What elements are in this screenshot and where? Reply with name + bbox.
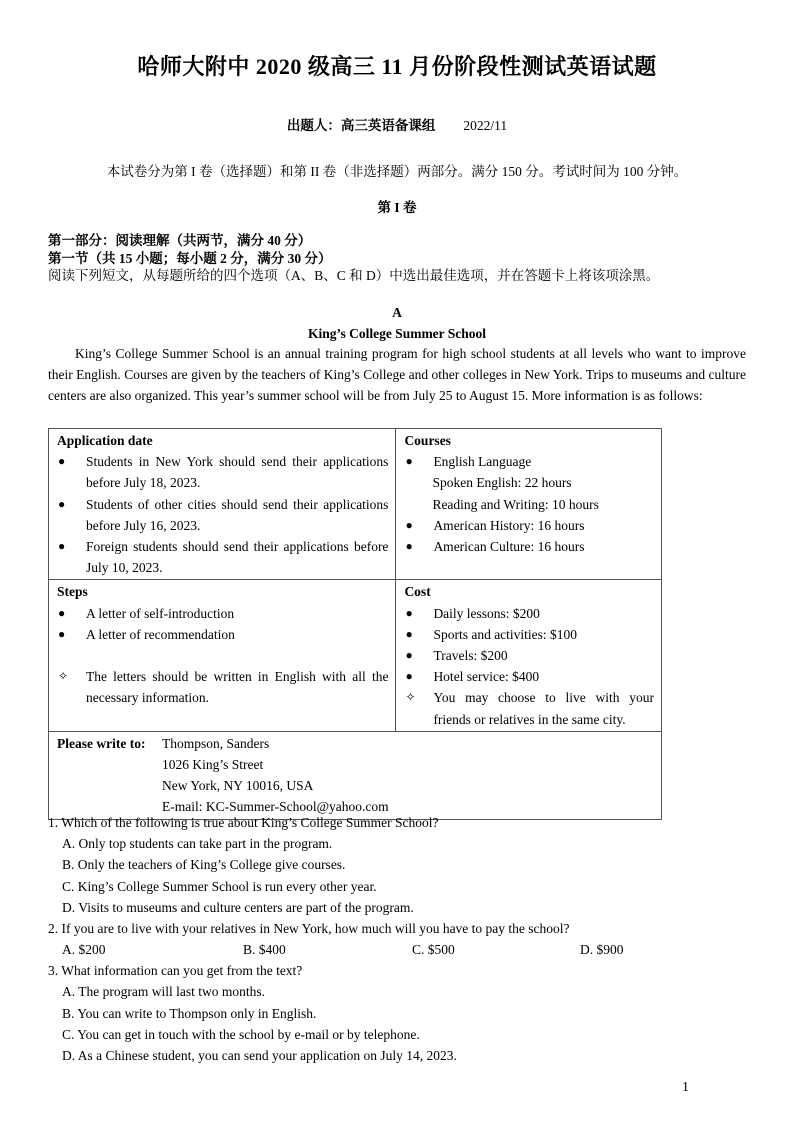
bullet-icon: ●	[405, 669, 413, 684]
application-item: Students in New York should send their applications before July 18, 2023.	[86, 454, 389, 491]
course-item: American History: 16 hours	[433, 517, 585, 533]
address-line: New York, NY 10016, USA	[162, 778, 314, 794]
course-subitem: Spoken English: 22 hours	[432, 475, 572, 491]
option: A. The program will last two months.	[62, 984, 265, 1000]
bullet-icon: ●	[405, 517, 413, 532]
cost-item: Hotel service: $400	[433, 669, 540, 685]
bullet-icon: ●	[405, 648, 413, 663]
part-heading: 第一部分：阅读理解（共两节，满分 40 分）	[48, 233, 312, 248]
cost-header: Cost	[404, 584, 431, 600]
cost-item: Sports and activities: $100	[433, 626, 578, 642]
option: C. You can get in touch with the school by e-mail or by telephone.	[62, 1026, 420, 1042]
step-item: A letter of self-introduction	[86, 605, 235, 621]
courses-cell	[396, 429, 662, 580]
option: C. $500	[412, 942, 455, 958]
author-label: 出题人：高三英语备课组	[286, 118, 436, 133]
address-line: Thompson, Sanders	[162, 735, 270, 751]
exam-intro: 本试卷分为第 I 卷（选择题）和第 II 卷（非选择题）两部分。满分 150 分。考试时间为 100 分钟。	[106, 164, 688, 179]
application-item: Students of other cities should send their applications before July 16, 2023.	[86, 496, 389, 533]
write-to-cell	[49, 731, 662, 819]
bullet-icon: ●	[58, 626, 66, 641]
cost-note: You may choose to live with your friends or relatives in the same city.	[433, 690, 654, 727]
bullet-icon: ●	[405, 605, 413, 620]
option: B. $400	[243, 942, 286, 958]
questions	[48, 812, 748, 1066]
steps-note: The letters should be written in English with all the necessary information.	[86, 669, 389, 706]
cost-item: Daily lessons: $200	[433, 605, 540, 621]
application-header: Application date	[57, 433, 153, 448]
option: A. Only top students can take part in the program.	[62, 836, 333, 852]
option-row	[48, 939, 748, 960]
email-line: E-mail: KC-Summer-School@yahoo.com	[162, 799, 389, 815]
cost-cell	[396, 580, 662, 731]
option: D. Visits to museums and culture centers are part of the program.	[62, 899, 414, 915]
question-stem: 1. Which of the following is true about King’s College Summer School?	[48, 815, 439, 830]
bullet-icon: ●	[58, 496, 66, 511]
question-stem: 2. If you are to live with your relatives in New York, how much will you have to pay the school?	[48, 921, 570, 937]
exam-title: 哈师大附中 2020 级高三 11 月份阶段性测试英语试题	[137, 54, 657, 79]
passage-title: King’s College Summer School	[307, 326, 487, 341]
info-table	[48, 428, 662, 820]
courses-header: Courses	[404, 433, 451, 448]
bullet-icon: ●	[58, 605, 66, 620]
option: C. King’s College Summer School is run every other year.	[62, 878, 377, 894]
application-cell	[49, 429, 396, 580]
sparkle-icon: ✧	[58, 669, 69, 684]
course-subitem: Reading and Writing: 10 hours	[432, 496, 599, 512]
option: B. Only the teachers of King’s College give courses.	[62, 857, 346, 873]
instruction: 阅读下列短文，从每题所给的四个选项（A、B、C 和 D）中选出最佳选项，并在答题卡上将该项涂黑。	[48, 268, 660, 283]
course-item: American Culture: 16 hours	[433, 539, 585, 555]
bullet-icon: ●	[58, 454, 66, 469]
volume-heading: 第 I 卷	[377, 200, 417, 215]
bullet-icon: ●	[405, 454, 413, 469]
question-stem: 3. What information can you get from the text?	[48, 963, 303, 979]
author-line	[0, 114, 794, 134]
steps-cell	[49, 580, 396, 731]
course-item: English Language	[433, 454, 532, 470]
steps-header: Steps	[57, 584, 88, 600]
application-item: Foreign students should send their applications before July 10, 2023.	[86, 539, 389, 576]
option: A. $200	[62, 942, 106, 958]
bullet-icon: ●	[58, 539, 66, 554]
page-number: 1	[682, 1080, 689, 1095]
option: B. You can write to Thompson only in English.	[62, 1005, 317, 1021]
bullet-icon: ●	[405, 626, 413, 641]
passage-text: King’s College Summer School is an annual training program for high school students at all levels who want to improve their English. Courses are given by the teachers of King’s College and other colleges in New York. Trips to museums and culture centers are also organized. This year’s summer school will be from July 25 to August 15. More information is as follows:	[48, 346, 746, 404]
write-to-label: Please write to:	[57, 735, 146, 751]
option: D. $900	[580, 942, 624, 958]
option: D. As a Chinese student, you can send your application on July 14, 2023.	[62, 1048, 457, 1064]
step-item: A letter of recommendation	[86, 626, 235, 642]
bullet-icon: ●	[405, 539, 413, 554]
sparkle-icon: ✧	[405, 690, 416, 705]
passage-letter: A	[392, 305, 402, 320]
exam-date: 2022/11	[463, 118, 508, 133]
section-heading: 第一节（共 15 小题；每小题 2 分，满分 30 分）	[48, 251, 332, 266]
address-line: 1026 King’s Street	[162, 757, 264, 773]
cost-item: Travels: $200	[433, 648, 508, 664]
